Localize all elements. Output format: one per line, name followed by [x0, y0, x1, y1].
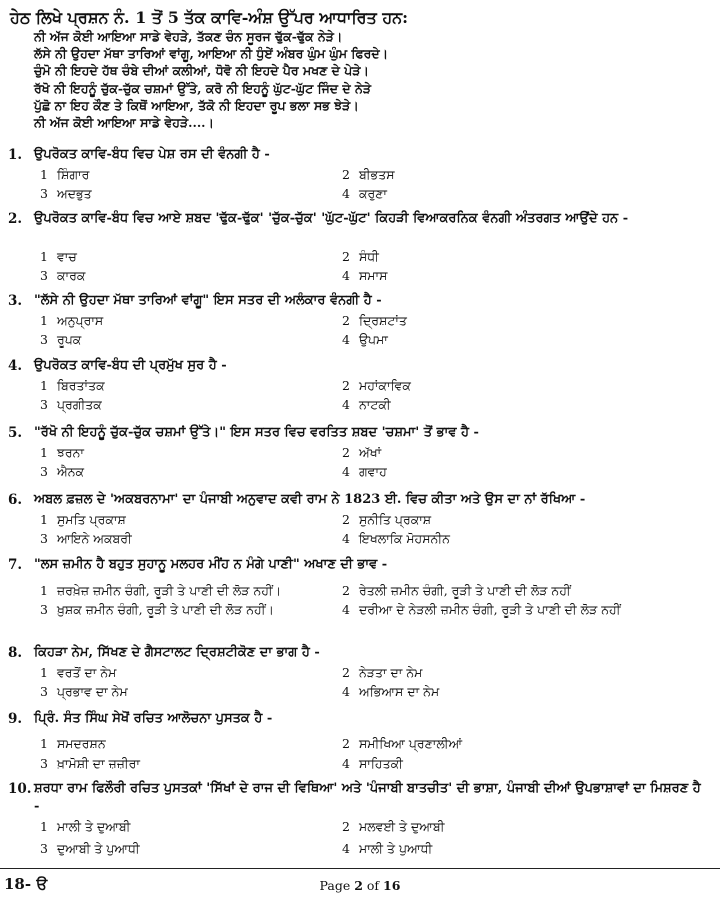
option-number: 4 — [342, 684, 350, 699]
option-text: ਅਨੁਪ੍ਰਾਸ — [56, 313, 104, 328]
option-1 — [40, 664, 116, 682]
paper-code-number: 18- — [4, 875, 32, 893]
option-number: 4 — [342, 397, 350, 412]
option-text: ਵਰਤੋਂ ਦਾ ਨੇਮ — [56, 665, 117, 680]
option-text: ਬੀਭਤਸ — [358, 167, 395, 182]
option-text: ਮਾਲੀ ਤੇ ਪੁਆਧੀ — [358, 841, 433, 856]
option-text: ਐਨਕ — [56, 464, 85, 479]
paper-code-symbol: ੳ — [36, 875, 48, 893]
question-text: ਉਪਰੋਕਤ ਕਾਵਿ-ਬੰਧ ਦੀ ਪ੍ਰਮੁੱਖ ਸੁਰ ਹੈ - — [34, 358, 227, 373]
option-text: ਸਮਾਸ — [358, 268, 388, 283]
option-text: ਮਹਾਂਕਾਵਿਕ — [358, 378, 411, 393]
question-text: ਸ਼ਰਧਾ ਰਾਮ ਫਿਲੌਰੀ ਰਚਿਤ ਪੁਸਤਕਾਂ 'ਸਿੱਖਾਂ ਦੇ ਰਾਜ ਦੀ ਵਿਥਿਆ' ਅਤੇ 'ਪੰਜਾਬੀ ਬਾਤਚੀਤ' ਦੀ ਭਾਸ਼ਾ, ਪੰਜਾਬੀ ਦੀਆਂ ਉਪਭਾਸ਼ਾਵਾਂ ਦਾ ਮਿਸ਼ਰਣ ਹੈ - — [34, 781, 701, 814]
question-number: 7. — [8, 557, 23, 573]
option-4 — [342, 331, 388, 349]
option-number: 3 — [40, 756, 48, 771]
page-current: 2 — [354, 878, 363, 893]
option-text: ਸ਼ਿੰਗਾਰ — [56, 167, 90, 182]
question-number: 6. — [8, 492, 23, 508]
option-number: 4 — [342, 186, 350, 201]
option-text: ਸੁਨੀਤਿ ਪ੍ਰਕਾਸ਼ — [358, 512, 432, 527]
option-4 — [342, 840, 432, 858]
option-text: ਆਇਨੇ ਅਕਬਰੀ — [56, 531, 132, 546]
option-3 — [40, 185, 92, 203]
option-text: ਰੂਪਕ — [56, 332, 82, 347]
option-4 — [342, 396, 391, 414]
poem-line: ਨੀ ਅੱਜ ਕੋਈ ਆਇਆ ਸਾਡੇ ਵੇਹੜੇ, ਤੱਕਣ ਚੰਨ ਸੂਰਜ ਢੁੱਕ-ਢੁੱਕ ਨੇੜੇ। — [34, 29, 343, 44]
option-number: 3 — [40, 602, 48, 617]
page-label: Page — [319, 878, 351, 893]
poem-line: ਨੀ ਅੱਜ ਕੋਈ ਆਇਆ ਸਾਡੇ ਵੇਹੜੇ....। — [34, 115, 214, 131]
option-2 — [342, 377, 411, 395]
option-number: 1 — [40, 736, 48, 751]
option-text: ਅੱਖਾਂ — [358, 445, 382, 460]
option-4 — [342, 755, 403, 773]
poem-line: ਲੱਸੇ ਨੀ ਉਹਦਾ ਮੱਥਾ ਤਾਰਿਆਂ ਵਾਂਗੂ, ਆਇਆ ਨੀ ਧੁੰਏਂ ਅੰਬਰ ਘੁੰਮ ਘੁੰਮ ਫਿਰਦੇ। — [34, 46, 389, 62]
option-text: ਨਾਟਕੀ — [358, 397, 391, 412]
option-3 — [40, 267, 85, 285]
option-1 — [40, 166, 89, 184]
option-1 — [40, 377, 105, 395]
option-number: 2 — [342, 583, 350, 598]
option-text: ਸਮਦਰਸ਼ਨ — [56, 736, 106, 751]
option-number: 4 — [342, 268, 350, 283]
option-text: ਦੁਆਬੀ ਤੇ ਪੁਆਧੀ — [56, 841, 140, 856]
option-text: ਨੇੜਤਾ ਦਾ ਨੇਮ — [358, 665, 423, 680]
option-4 — [342, 463, 387, 481]
option-3 — [40, 331, 81, 349]
option-text: ਕਰੁਣਾ — [358, 186, 387, 201]
option-number: 3 — [40, 841, 48, 856]
poem-line: ਪੁੱਛੋ ਨਾ ਇਹ ਕੌਣ ਤੇ ਕਿਥੋਂ ਆਇਆ, ਤੱਕੋ ਨੀ ਇਹਦਾ ਰੂਪ ਭਲਾ ਸਭ ਝੇੜੇ। — [34, 97, 359, 113]
poem-excerpt — [34, 28, 694, 131]
page-of: of — [366, 878, 380, 893]
option-2 — [342, 166, 395, 184]
option-number: 4 — [342, 756, 350, 771]
option-3 — [40, 683, 128, 701]
option-number: 3 — [40, 531, 48, 546]
footer-divider — [0, 868, 720, 869]
option-3 — [40, 755, 140, 773]
option-number: 3 — [40, 332, 48, 347]
option-text: ਖ਼ੁਸ਼ਕ ਜ਼ਮੀਨ ਚੰਗੀ, ਰੂੜੀ ਤੇ ਪਾਣੀ ਦੀ ਲੋੜ ਨਹੀਂ। — [56, 602, 274, 617]
option-number: 1 — [40, 249, 48, 264]
option-1 — [40, 818, 130, 836]
question-number: 1. — [8, 147, 23, 163]
option-2 — [342, 582, 712, 600]
option-text: ਮਾਲੀ ਤੇ ਦੁਆਬੀ — [56, 819, 131, 834]
option-text: ਸਾਹਿਤਕੀ — [358, 756, 403, 771]
option-1 — [40, 582, 370, 600]
option-text: ਪ੍ਰਗੀਤਕ — [56, 397, 102, 412]
option-number: 3 — [40, 684, 48, 699]
option-text: ਝਰਨਾ — [56, 445, 84, 460]
poem-line: ਰੱਖੋ ਨੀ ਇਹਨੂੰ ਚੁੱਕ-ਚੁੱਕ ਚਸ਼ਮਾਂ ਉੱਤੇ, ਕਰੋ ਨੀ ਇਹਨੂੰ ਘੁੱਟ-ਘੁੱਟ ਜਿੰਦ ਦੇ ਨੇੜੇ — [34, 80, 371, 96]
option-number: 4 — [342, 841, 350, 856]
option-text: ਉਪਮਾ — [358, 332, 388, 347]
option-text: ਸੁਮਤਿ ਪ੍ਰਕਾਸ਼ — [56, 512, 126, 527]
option-2 — [342, 312, 407, 330]
option-3 — [40, 530, 132, 548]
option-text: ਜ਼ਰਖ਼ੇਜ਼ ਜ਼ਮੀਨ ਚੰਗੀ, ਰੂੜੀ ਤੇ ਪਾਣੀ ਦੀ ਲੋੜ ਨਹੀਂ। — [56, 583, 282, 598]
option-3 — [40, 463, 84, 481]
option-number: 3 — [40, 464, 48, 479]
option-1 — [40, 444, 84, 462]
option-number: 1 — [40, 313, 48, 328]
option-text: ਰੇਤਲੀ ਜ਼ਮੀਨ ਚੰਗੀ, ਰੂੜੀ ਤੇ ਪਾਣੀ ਦੀ ਲੋੜ ਨਹੀਂ — [358, 583, 571, 598]
option-text: ਕਾਰਕ — [56, 268, 86, 283]
question-text: ਕਿਹੜਾ ਨੇਮ, ਸਿੱਖਣ ਦੇ ਗੈਸਟਾਲਟ ਦ੍ਰਿਸ਼ਟੀਕੋਣ ਦਾ ਭਾਗ ਹੈ - — [34, 645, 320, 660]
question-number: 8. — [8, 645, 23, 661]
question-text: ਅਬਲ ਫ਼ਜ਼ਲ ਦੇ 'ਅਕਬਰਨਾਮਾ' ਦਾ ਪੰਜਾਬੀ ਅਨੁਵਾਦ ਕਵੀ ਰਾਮ ਨੇ 1823 ਈ. ਵਿਚ ਕੀਤਾ ਅਤੇ ਉਸ ਦਾ ਨਾਂ ਰੱਖਿਆ - — [34, 492, 586, 507]
option-number: 2 — [342, 167, 350, 182]
option-text: ਅਦਭੁਤ — [56, 186, 92, 201]
section-instruction: ਹੇਠ ਲਿਖੇ ਪ੍ਰਸ਼ਨ ਨੰ. 1 ਤੋਂ 5 ਤੱਕ ਕਾਵਿ-ਅੰਸ਼ ਉੱਪਰ ਆਧਾਰਿਤ ਹਨ: — [10, 8, 409, 27]
question-text: ਉਪਰੋਕਤ ਕਾਵਿ-ਬੰਧ ਵਿਚ ਆਏ ਸ਼ਬਦ 'ਢੁੱਕ-ਢੁੱਕ' 'ਚੁੱਕ-ਚੁੱਕ' 'ਘੁੱਟ-ਘੁੱਟ' ਕਿਹੜੀ ਵਿਆਕਰਨਿਕ ਵੰਨਗੀ ਅੰਤਰਗਤ ਆਉਂਦੇ ਹਨ - — [34, 211, 629, 226]
question-number: 2. — [8, 211, 23, 227]
option-text: ਸਮੀਖਿਆ ਪ੍ਰਣਾਲੀਆਂ — [358, 736, 463, 751]
option-text: ਇਖਲਾਕਿ ਮੋਹਸਨੀਨ — [358, 531, 450, 546]
option-3 — [40, 840, 140, 858]
option-number: 3 — [40, 186, 48, 201]
option-text: ਪ੍ਰਭਾਵ ਦਾ ਨੇਮ — [56, 684, 128, 699]
question-number: 5. — [8, 425, 23, 441]
option-4 — [342, 267, 387, 285]
option-text: ਅਭਿਆਸ ਦਾ ਨੇਮ — [358, 684, 440, 699]
option-number: 1 — [40, 445, 48, 460]
option-number: 4 — [342, 464, 350, 479]
question-text: ਪ੍ਰਿੰ. ਸੰਤ ਸਿੰਘ ਸੇਖੋਂ ਰਚਿਤ ਆਲੋਚਨਾ ਪੁਸਤਕ ਹੈ - — [34, 711, 273, 726]
question-number: 4. — [8, 358, 23, 374]
option-number: 3 — [40, 397, 48, 412]
option-2 — [342, 818, 444, 836]
option-4 — [342, 601, 712, 619]
option-number: 2 — [342, 736, 350, 751]
option-number: 1 — [40, 378, 48, 393]
option-2 — [342, 444, 381, 462]
question-number: 9. — [8, 711, 23, 727]
question-text: "ਲੱਸੇ ਨੀ ਉਹਦਾ ਮੱਥਾ ਤਾਰਿਆਂ ਵਾਂਗੂ" ਇਸ ਸਤਰ ਦੀ ਅਲੰਕਾਰ ਵੰਨਗੀ ਹੈ - — [34, 293, 382, 308]
poem-line: ਚੁੰਮੋ ਨੀ ਇਹਦੇ ਹੱਥ ਚੰਬੇ ਦੀਆਂ ਕਲੀਆਂ, ਧੋਵੋ ਨੀ ਇਹਦੇ ਪੈਰ ਮਖਣ ਦੇ ਪੇੜੇ। — [34, 63, 369, 79]
option-number: 1 — [40, 665, 48, 680]
option-text: ਮਲਵਈ ਤੇ ਦੁਆਬੀ — [358, 819, 445, 834]
page-total: 16 — [383, 878, 401, 893]
question-text: ਉਪਰੋਕਤ ਕਾਵਿ-ਬੰਧ ਵਿਚ ਪੇਸ਼ ਰਸ ਦੀ ਵੰਨਗੀ ਹੈ - — [34, 147, 270, 162]
option-4 — [342, 185, 387, 203]
option-number: 2 — [342, 378, 350, 393]
option-4 — [342, 683, 439, 701]
option-number: 2 — [342, 249, 350, 264]
option-text: ਵਾਚ — [56, 249, 77, 264]
option-2 — [342, 664, 422, 682]
option-2 — [342, 735, 462, 753]
option-text: ਸੰਧੀ — [358, 249, 379, 264]
option-3 — [40, 396, 102, 414]
option-1 — [40, 312, 103, 330]
option-text: ਖ਼ਾਮੋਸ਼ੀ ਦਾ ਜ਼ਜ਼ੀਰਾ — [56, 756, 141, 771]
option-number: 2 — [342, 665, 350, 680]
option-4 — [342, 530, 450, 548]
option-1 — [40, 735, 106, 753]
option-text: ਗਵਾਹ — [358, 464, 387, 479]
question-text: "ਰੱਖੋ ਨੀ ਇਹਨੂੰ ਚੁੱਕ-ਚੁੱਕ ਚਸ਼ਮਾਂ ਉੱਤੇ।" ਇਸ ਸਤਰ ਵਿਚ ਵਰਤਿਤ ਸ਼ਬਦ 'ਚਸ਼ਮਾ' ਤੋਂ ਭਾਵ ਹੈ - — [34, 425, 479, 440]
option-number: 4 — [342, 602, 350, 617]
option-1 — [40, 248, 77, 266]
option-number: 1 — [40, 583, 48, 598]
option-number: 2 — [342, 512, 350, 527]
option-number: 1 — [40, 819, 48, 834]
option-number: 1 — [40, 512, 48, 527]
option-3 — [40, 601, 370, 619]
question-number: 3. — [8, 293, 23, 309]
option-number: 1 — [40, 167, 48, 182]
question-text: "ਲਸ ਜ਼ਮੀਨ ਹੈ ਬਹੁਤ ਸੁਹਾਨੂ ਮਲਹਰ ਮੀਂਹ ਨ ਮੰਗੇ ਪਾਣੀ" ਅਖਾਣ ਦੀ ਭਾਵ - — [34, 557, 388, 572]
option-number: 2 — [342, 819, 350, 834]
option-number: 3 — [40, 268, 48, 283]
option-number: 2 — [342, 313, 350, 328]
option-number: 4 — [342, 332, 350, 347]
option-1 — [40, 511, 126, 529]
option-number: 2 — [342, 445, 350, 460]
option-number: 4 — [342, 531, 350, 546]
option-text: ਦਰੀਆ ਦੇ ਨੇੜਲੀ ਜ਼ਮੀਨ ਚੰਗੀ, ਰੂੜੀ ਤੇ ਪਾਣੀ ਦੀ ਲੋੜ ਨਹੀਂ — [358, 602, 621, 617]
page-number — [0, 878, 720, 894]
option-2 — [342, 511, 431, 529]
option-2 — [342, 248, 379, 266]
option-text: ਬਿਰਤਾਂਤਕ — [56, 378, 105, 393]
option-text: ਦ੍ਰਿਸ਼ਟਾਂਤ — [358, 313, 407, 328]
question-number: 10. — [8, 781, 32, 797]
